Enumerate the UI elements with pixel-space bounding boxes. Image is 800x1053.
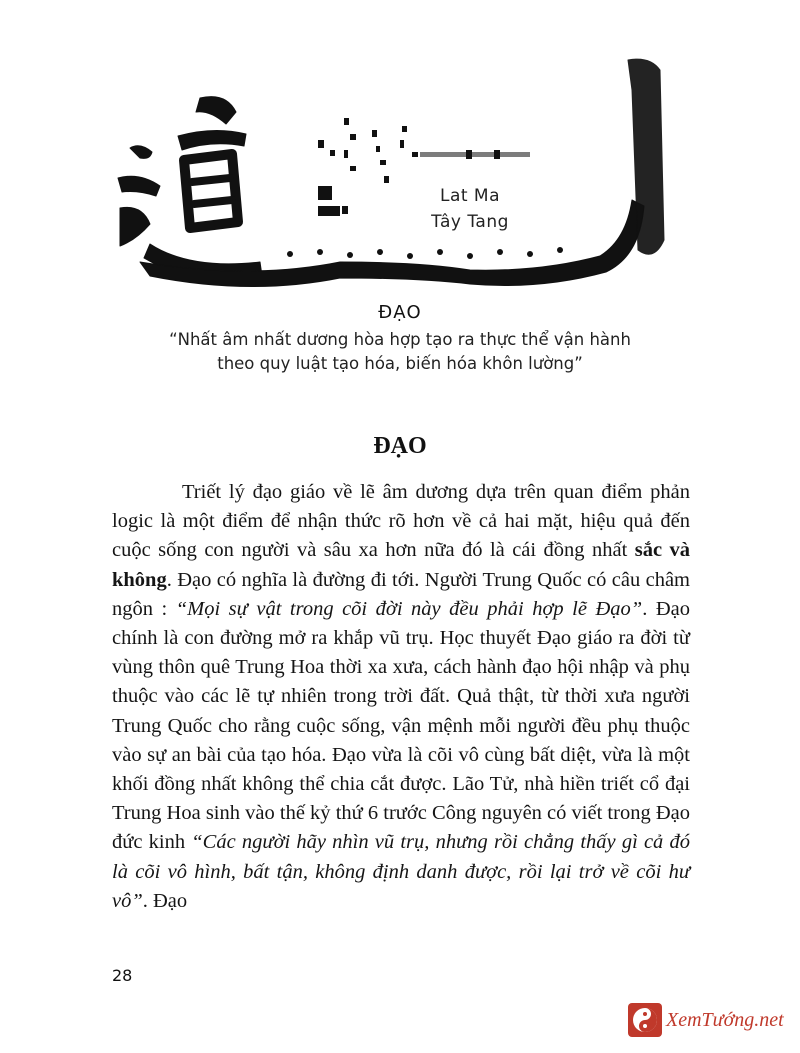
paragraph-text-1: Triết lý đạo giáo về lẽ âm dương dựa trên quan điểm phản logic là một điểm để nhận thức rõ hơn về cả hai mặt, hiệu quả đến cuộc sống con người và sâu xa hơn nữa đó là cái đồng nhất [112,481,690,562]
seal-caption [415,183,525,235]
seal-caption-line2: Tây Tang [431,212,509,232]
figure-quote [100,328,700,376]
section-heading: ĐẠO [373,433,427,459]
watermark-text: XemTướng.net [666,1008,784,1031]
paragraph-italic-1: “Mọi sự vật trong cõi đời này đều phải hợp lẽ Đạo” [175,597,643,620]
paragraph-text-4: . Đạo [142,889,188,912]
seal-caption-line1: Lat Ma [439,186,501,206]
paragraph-text-3: . Đạo chính là con đường mở ra khắp vũ trụ. Học thuyết Đạo giáo ra đời từ vùng thôn quê Trung Hoa thời xa xưa, cách hành đạo hội nhập và phụ thuộc vào các lẽ tự nhiên trong trời đất. Quả thật, từ thời xưa người Trung Quốc cho rằng cuộc sống, vận mệnh mỗi người đều phụ thuộc vào sự an bài của tạo hóa. Đạo vừa là cõi vô cùng bất diệt, vừa là một khối đồng nhất không thể chia cắt được. Lão Tử, nhà hiền triết cổ đại Trung Hoa sinh vào thế kỷ thứ 6 trước Công nguyên có viết trong Đạo đức kinh [112,597,690,854]
figure-quote-line1: “Nhất âm nhất dương hòa hợp tạo ra thực thể vận hành [169,330,631,349]
paragraph-bold-1: sắc và không [112,539,691,591]
figure-title: ĐẠO [378,302,422,323]
page-number: 28 [112,966,133,985]
yin-yang-icon [628,1003,662,1037]
figure-quote-line2: theo quy luật tạo hóa, biến hóa khôn lường” [217,354,583,373]
watermark [628,1000,798,1040]
paragraph-italic-2: “Các người hãy nhìn vũ trụ, nhưng rồi chẳng thấy gì cả đó là cõi vô hình, bất tận, không định danh được, rồi lại trở về cõi hư vô” [112,831,690,912]
body-paragraph [112,478,690,916]
dao-calligraphy [0,0,800,320]
paragraph-text-2: . Đạo có nghĩa là đường đi tới. Người Trung Quốc có câu châm ngôn : [112,568,690,620]
